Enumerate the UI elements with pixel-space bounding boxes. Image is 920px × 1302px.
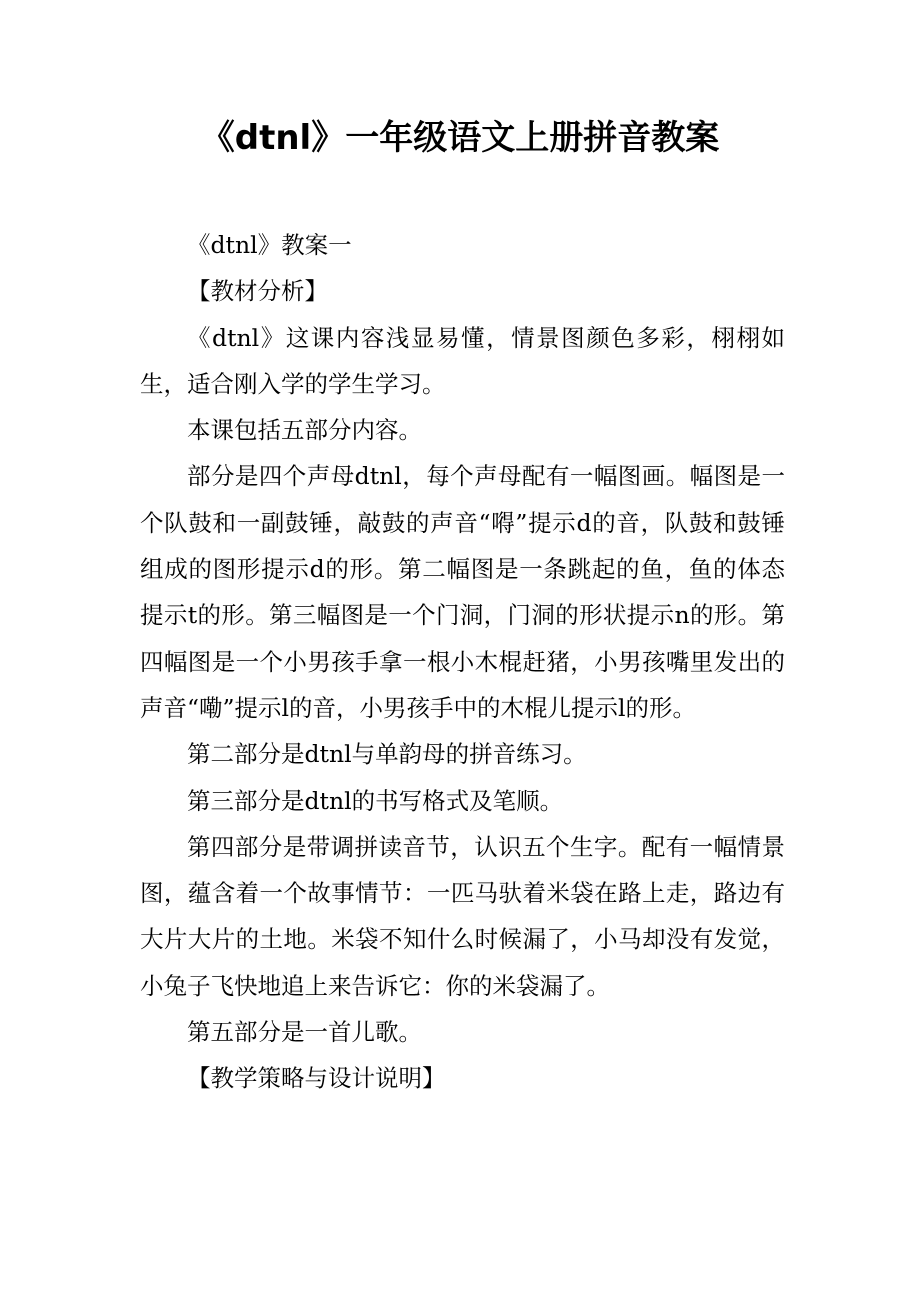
paragraph-lesson-heading: 《dtnl》教案一 xyxy=(187,231,352,259)
paragraph: 第三部分是dtnl的书写格式及笔顺。 xyxy=(187,786,564,815)
paragraph-section-strategy: 【教学策略与设计说明】 xyxy=(187,1064,446,1093)
paragraph: 部分是四个声母dtnl，每个声母配有一幅图画。幅图是一个队鼓和一副鼓锤，敲鼓的声音“嘚”提示d的音，队鼓和鼓锤组成的图形提示d的形。第二幅图是一条跳起的鱼，鱼的体态提示t的形。第三幅图是一个门洞，门洞的形状提示n的形。第四幅图是一个小男孩手拿一根小木棍赶猪，小男孩嘴里发出的声音“嘞”提示l的音，小男孩手中的木棍儿提示l的形。 xyxy=(140,462,785,722)
paragraph: 第四部分是带调拼读音节，认识五个生字。配有一幅情景图，蕴含着一个故事情节：一匹马驮着米袋在路上走，路边有大片大片的土地。米袋不知什么时候漏了，小马却没有发觉，小兔子飞快地追上来告诉它：你的米袋漏了。 xyxy=(140,832,785,1000)
document-body xyxy=(140,222,785,1102)
paragraph-section-analysis: 【教材分析】 xyxy=(187,277,328,306)
paragraph: 本课包括五部分内容。 xyxy=(187,416,422,445)
paragraph: 《dtnl》这课内容浅显易懂，情景图颜色多彩，栩栩如生，适合刚入学的学生学习。 xyxy=(140,323,785,398)
paragraph: 第五部分是一首儿歌。 xyxy=(187,1018,422,1047)
document-title: 《dtnl》一年级语文上册拼音教案 xyxy=(200,118,720,158)
paragraph: 第二部分是dtnl与单韵母的拼音练习。 xyxy=(187,740,587,769)
